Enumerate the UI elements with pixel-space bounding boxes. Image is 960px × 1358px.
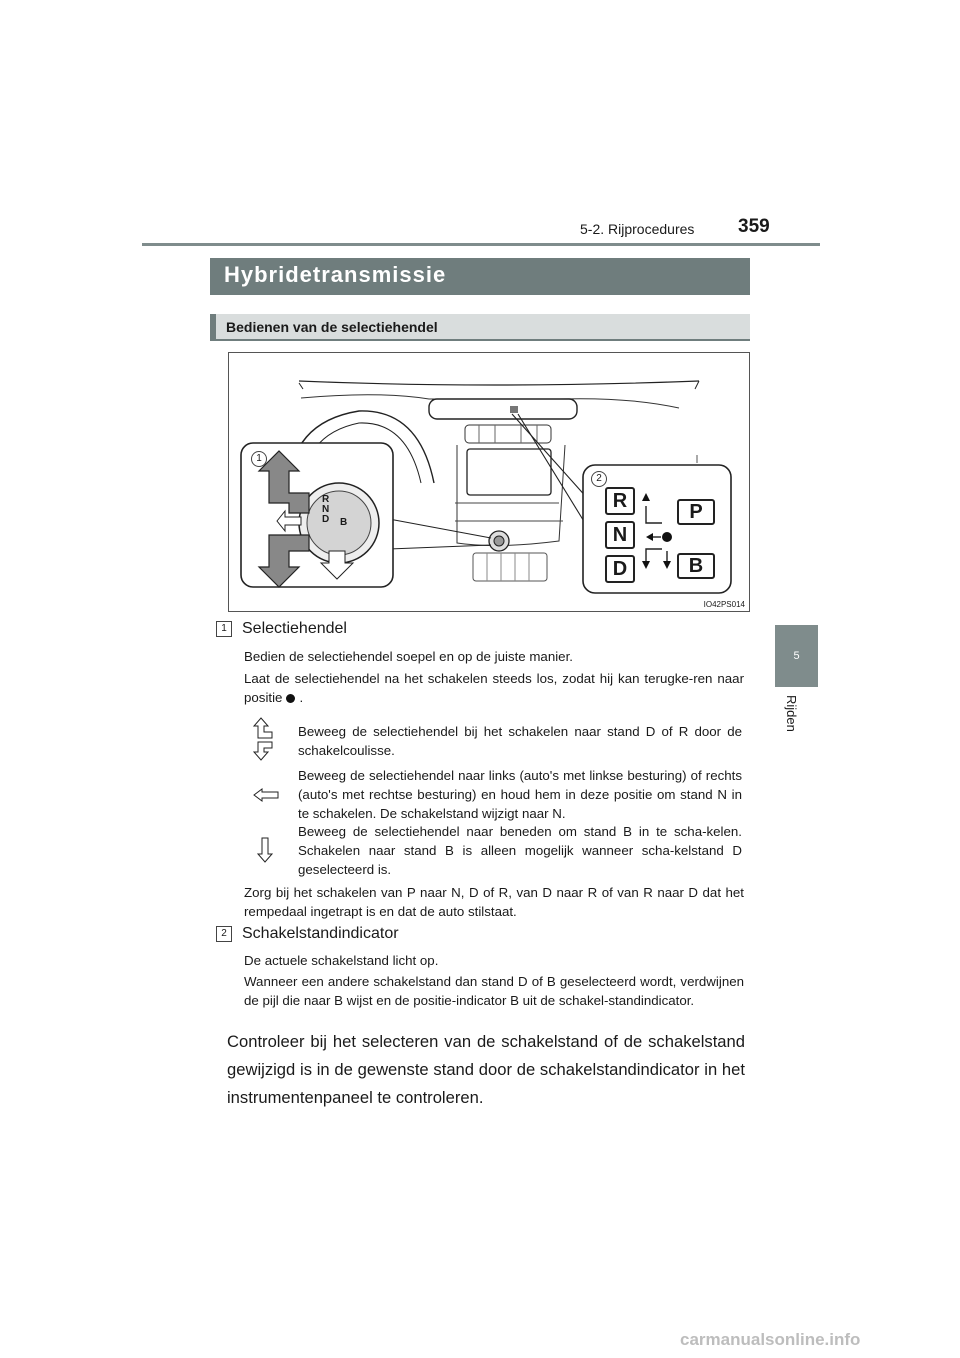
instruction-row-2: Beweeg de selectiehendel naar links (auto's met linkse besturing) of rechts (auto's met rechtse besturing) en houd hem in deze positie om stand N in te schakelen. De schakelstand wijzigt naar N.	[298, 768, 742, 821]
indicator-letter-n: N	[605, 521, 635, 549]
section-reference: 5-2. Rijprocedures	[580, 221, 695, 237]
watermark: carmanualsonline.info	[680, 1330, 861, 1349]
item1-paragraph-2	[244, 669, 744, 707]
page-number: 359	[738, 216, 770, 237]
shift-lever-illustration	[228, 352, 750, 612]
item1-note: Zorg bij het schakelen van P naar N, D of R, van D naar R of van R naar D dat het rempedaal ingetrapt is en dat de auto stilstaat.	[244, 885, 744, 919]
item2-paragraph-1: De actuele schakelstand licht op.	[244, 953, 439, 968]
item1-paragraph-1: Bedien de selectiehendel soepel en op de juiste manier.	[244, 649, 573, 664]
chapter-label	[772, 695, 820, 755]
item1-paragraph-2-text: Laat de selectiehendel na het schakelen steeds los, zodat hij kan terugke-ren naar positie	[244, 671, 744, 705]
neutral-position-dot-icon	[286, 694, 295, 703]
lever-letter-r: R	[322, 494, 330, 505]
item1-paragraph-2-end: .	[299, 690, 304, 705]
chapter-tab[interactable]: 5	[775, 625, 818, 687]
down-arrow-icon	[256, 836, 274, 869]
figure-callout-1: 1	[251, 451, 267, 467]
header-rule	[142, 243, 820, 246]
item2-paragraph-2: Wanneer een andere schakelstand dan stand D of B geselecteerd wordt, verdwijnen de pijl die naar B wijst en de positie-indicator B uit de schakel-standindicator.	[244, 974, 744, 1008]
item-title-schakelstandindicator: Schakelstandindicator	[242, 925, 399, 942]
chapter-label-text: Rijden	[784, 695, 799, 732]
item-number-2: 2	[216, 926, 232, 942]
lever-letter-b: B	[340, 517, 348, 528]
indicator-letter-r: R	[605, 487, 635, 515]
sub-heading	[210, 314, 750, 341]
closing-paragraph: Controleer bij het selecteren van de schakelstand of de schakelstand gewijzigd is in de gewenste stand door de schakelstandindicator in het instrumentenpaneel te controleren.	[227, 1032, 745, 1107]
lever-letter-n: N	[322, 504, 330, 515]
figure-code: IO42PS014	[703, 600, 745, 609]
lever-gate-labels	[322, 495, 329, 525]
indicator-letter-p: P	[677, 499, 715, 525]
instruction-row-3: Beweeg de selectiehendel naar beneden om stand B in te scha-kelen. Schakelen naar stand B is alleen mogelijk wanneer scha-kelstand D geselecteerd is.	[298, 824, 742, 877]
up-down-arrows-icon	[250, 716, 278, 767]
main-heading-text: Hybridetransmissie	[224, 262, 447, 287]
instruction-row-1: Beweeg de selectiehendel bij het schakelen naar stand D of R door de schakelcoulisse.	[298, 724, 742, 758]
lever-letter-d: D	[322, 514, 330, 525]
item-number-1: 1	[216, 621, 232, 637]
main-heading	[210, 258, 750, 295]
left-arrow-icon	[252, 787, 280, 808]
indicator-letter-b: B	[677, 553, 715, 579]
sub-heading-text: Bedienen van de selectiehendel	[226, 319, 438, 335]
item-title-selectiehendel: Selectiehendel	[242, 620, 347, 637]
figure-callout-2: 2	[591, 471, 607, 487]
dashboard-drawing	[229, 353, 749, 611]
indicator-letter-d: D	[605, 555, 635, 583]
